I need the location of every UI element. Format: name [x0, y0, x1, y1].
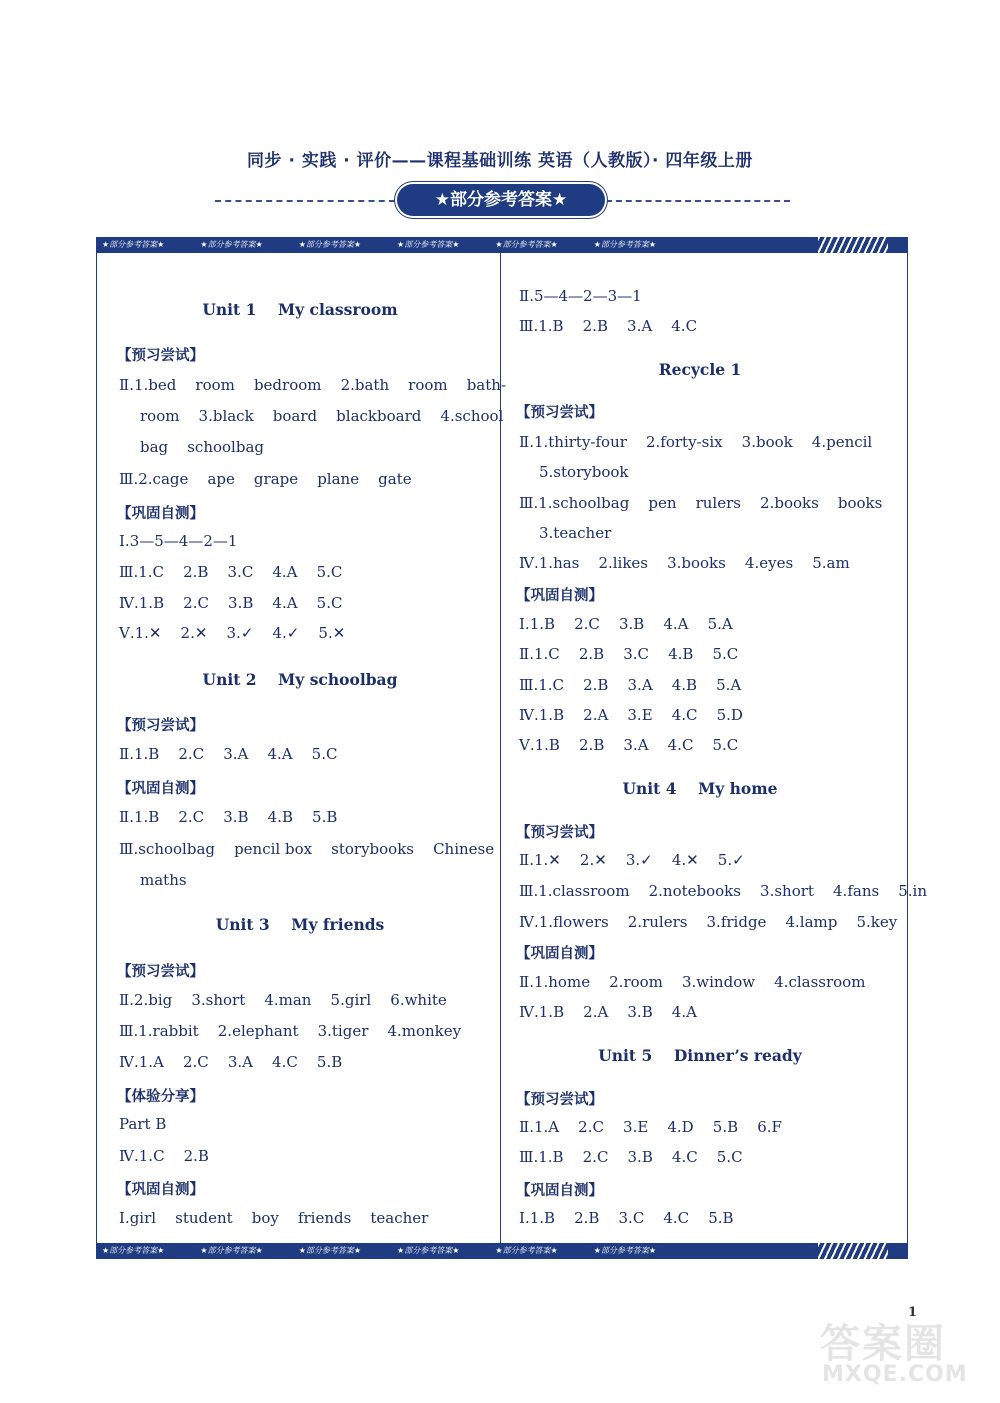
section-label: 【巩固自测】	[117, 1182, 204, 1198]
section-label: 【巩固自测】	[117, 506, 204, 522]
answer-line: Ⅱ.1.✕ 2.✕ 3.✓ 4.✕ 5.✓	[519, 851, 745, 869]
answer-line: Ⅲ.1.schoolbag pen rulers 2.books books	[519, 494, 883, 512]
section-label: 【体验分享】	[117, 1089, 204, 1105]
answer-line: Ⅰ.1.B 2.B 3.C 4.C 5.B	[519, 1209, 734, 1227]
strip-tag: ★部分参考答案★	[200, 240, 263, 249]
answer-line: 3.teacher	[539, 524, 612, 542]
answer-line: Ⅳ.1.A 2.C 3.A 4.C 5.B	[119, 1053, 343, 1071]
answer-line: Ⅴ.1.✕ 2.✕ 3.✓ 4.✓ 5.✕	[119, 624, 346, 642]
answer-line: Ⅰ.girl student boy friends teacher	[119, 1209, 429, 1227]
section-label: 【巩固自测】	[516, 588, 603, 604]
top-strip	[96, 237, 908, 253]
answer-line: Ⅴ.1.B 2.B 3.A 4.C 5.C	[519, 736, 739, 754]
strip-tag: ★部分参考答案★	[298, 240, 362, 249]
answer-line: Ⅲ.1.classroom 2.notebooks 3.short 4.fans 5.in	[519, 882, 928, 900]
answer-line: Ⅱ.1.B 2.C 3.A 4.A 5.C	[119, 745, 338, 763]
answer-line: 5.storybook	[539, 463, 629, 481]
answer-line: Ⅱ.1.C 2.B 3.C 4.B 5.C	[519, 645, 739, 663]
answer-line: Ⅳ.1.flowers 2.rulers 3.fridge 4.lamp 5.key	[519, 913, 898, 931]
header-dash-left	[215, 200, 395, 202]
answer-line: Ⅱ.1.thirty-four 2.forty-six 3.book 4.pencil	[519, 433, 873, 451]
answer-line: Ⅲ.1.C 2.B 3.C 4.A 5.C	[119, 563, 343, 581]
answer-line: Ⅳ.1.has 2.likes 3.books 4.eyes 5.am	[519, 554, 850, 572]
answer-line: Ⅲ.1.B 2.C 3.B 4.C 5.C	[519, 1148, 743, 1166]
section-label: 【巩固自测】	[516, 946, 603, 962]
answer-line: Ⅳ.1.B 2.A 3.B 4.A	[519, 1003, 697, 1021]
watermark-cn: 答案圈	[820, 1321, 946, 1367]
answer-line: Part B	[119, 1115, 167, 1133]
answer-line: Ⅳ.1.B 2.A 3.E 4.C 5.D	[519, 706, 743, 724]
unit-heading: Unit 1 My classroom	[202, 300, 398, 319]
strip-tag: ★部分参考答案★	[298, 1246, 362, 1255]
column-divider	[500, 253, 501, 1243]
answer-line: Ⅰ.3—5—4—2—1	[119, 532, 238, 550]
answer-line: Ⅱ.1.bed room bedroom 2.bath room bath-	[119, 376, 507, 394]
strip-tag: ★部分参考答案★	[397, 1246, 460, 1255]
answer-badge: ★部分参考答案★	[397, 184, 605, 216]
answer-line: Ⅲ.schoolbag pencil box storybooks Chinese	[119, 840, 495, 858]
strip-tag: ★部分参考答案★	[593, 1246, 657, 1255]
strip-tag: ★部分参考答案★	[495, 240, 558, 249]
section-label: 【巩固自测】	[516, 1183, 603, 1199]
strip-tag: ★部分参考答案★	[397, 240, 460, 249]
answer-line: maths	[140, 871, 187, 889]
answer-line: Ⅳ.1.B 2.C 3.B 4.A 5.C	[119, 594, 343, 612]
answer-line: Ⅲ.1.C 2.B 3.A 4.B 5.A	[519, 676, 742, 694]
section-label: 【预习尝试】	[117, 964, 204, 980]
answer-line: Ⅱ.1.A 2.C 3.E 4.D 5.B 6.F	[519, 1118, 782, 1136]
answer-line: Ⅱ.1.B 2.C 3.B 4.B 5.B	[119, 808, 338, 826]
unit-heading: Unit 2 My schoolbag	[202, 670, 398, 689]
answer-line: Ⅳ.1.C 2.B	[119, 1147, 209, 1165]
bottom-strip	[96, 1243, 908, 1259]
answer-line: Ⅲ.2.cage ape grape plane gate	[119, 470, 412, 488]
section-label: 【巩固自测】	[117, 781, 204, 797]
unit-heading: Unit 3 My friends	[215, 915, 385, 934]
strip-tag: ★部分参考答案★	[495, 1246, 558, 1255]
top-strip-tags	[102, 237, 656, 253]
page-number: 1	[908, 1305, 918, 1320]
answer-line: Ⅱ.5—4—2—3—1	[519, 287, 642, 305]
unit-heading: Unit 5 Dinner’s ready	[598, 1046, 802, 1065]
unit-heading: Recycle 1	[658, 360, 742, 379]
section-label: 【预习尝试】	[117, 718, 204, 734]
section-label: 【预习尝试】	[516, 405, 603, 421]
strip-tag: ★部分参考答案★	[593, 240, 657, 249]
answer-line: bag schoolbag	[140, 438, 264, 456]
section-label: 【预习尝试】	[117, 348, 204, 364]
header-title: 同步 · 实践 · 评价——课程基础训练 英语（人教版）· 四年级上册	[247, 151, 753, 171]
header-dash-right	[606, 200, 790, 202]
strip-tag: ★部分参考答案★	[102, 240, 165, 249]
answer-line: Ⅱ.2.big 3.short 4.man 5.girl 6.white	[119, 991, 447, 1009]
strip-stripes	[818, 237, 888, 253]
strip-tag: ★部分参考答案★	[102, 1246, 165, 1255]
bottom-strip-tags	[102, 1243, 656, 1259]
section-label: 【预习尝试】	[516, 1092, 603, 1108]
strip-stripes	[818, 1243, 888, 1259]
answer-line: Ⅲ.1.B 2.B 3.A 4.C	[519, 317, 698, 335]
site-watermark	[820, 1312, 1000, 1392]
watermark-en: MXQE.COM	[822, 1362, 968, 1387]
answer-line: Ⅱ.1.home 2.room 3.window 4.classroom	[519, 973, 866, 991]
answer-line: room 3.black board blackboard 4.school	[140, 407, 504, 425]
answer-line: Ⅰ.1.B 2.C 3.B 4.A 5.A	[519, 615, 733, 633]
section-label: 【预习尝试】	[516, 825, 603, 841]
answer-line: Ⅲ.1.rabbit 2.elephant 3.tiger 4.monkey	[119, 1022, 462, 1040]
unit-heading: Unit 4 My home	[622, 779, 778, 798]
strip-tag: ★部分参考答案★	[200, 1246, 263, 1255]
